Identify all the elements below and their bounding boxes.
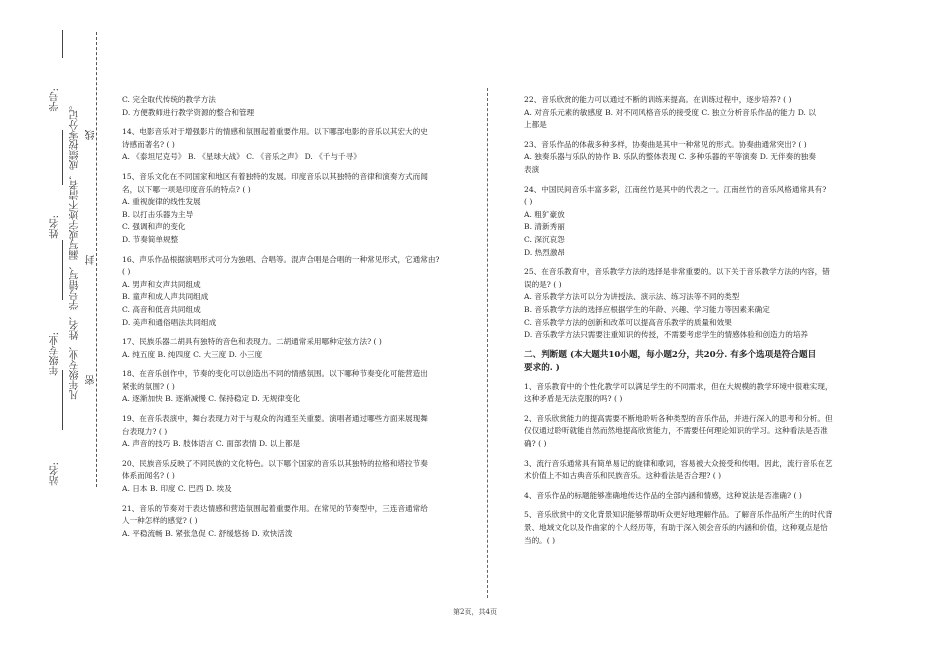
question-line: 紧张的氛围? ( )	[122, 381, 175, 391]
seal-dashed-line	[96, 32, 97, 487]
option-line: B. 音乐教学方法的选择应根据学生的年龄、兴趣、学习能力等因素来确定	[524, 304, 770, 314]
question-line: 17、民族乐器二胡具有独特的音色和表现力。二胡通常采用哪种定弦方法? ( )	[122, 337, 382, 347]
question-line: 人一种怎样的感觉? ( )	[122, 516, 198, 526]
section-title-true-false	[524, 349, 867, 375]
option-line: A. 男声和女声共同组成	[122, 279, 201, 289]
question-line: 1、音乐教育中的个性化教学可以满足学生的不同需求，但在大规模的教学环境中很难实现，	[524, 381, 833, 391]
option-line: C. 完全取代传统的教学方法	[122, 95, 216, 104]
question-15	[122, 171, 465, 247]
question-line: 15、音乐文化在不同国家和地区有着独特的发展。印度音乐以其独特的音律和演奏方式而闻	[122, 171, 428, 181]
option-line: D. 方便教师进行教学资源的整合和管理	[122, 107, 255, 117]
question-line: 体系而闻名? ( )	[122, 471, 175, 481]
option-line: A. 粗犷豪放	[524, 209, 565, 219]
seal-char-xian: 线	[86, 130, 97, 140]
question-line: 确? ( )	[524, 439, 547, 449]
field-student-id-label: 学号:	[50, 88, 61, 112]
judgment-1	[524, 381, 867, 406]
question-line: 术价值上不如古典音乐和民族音乐。这种看法是否合理? ( )	[524, 471, 722, 481]
option-line: C. 音乐教学方法的创新和改革可以提高音乐教学的质量和效果	[524, 317, 732, 327]
question-21	[122, 503, 465, 541]
option-line: B. 清新秀丽	[524, 222, 565, 232]
student-id-line	[62, 30, 63, 58]
judgment-2	[524, 413, 867, 451]
option-line: B. 以打击乐器为主导	[122, 209, 194, 219]
option-line: A. 《泰坦尼克号》 B. 《星球大战》 C. 《音乐之声》 D. 《千与千寻》	[122, 152, 361, 162]
station-line	[62, 370, 63, 430]
option-line: D. 热烈激昂	[524, 247, 566, 257]
binding-strip	[52, 30, 107, 490]
question-line: 22、音乐欣赏的能力可以通过不断的训练来提高。在训练过程中，逐步培养? ( )	[524, 95, 792, 104]
column-divider	[487, 88, 488, 598]
question-line: 仅仅通过聆听就能自然而然地提高欣赏能力，不需要任何理论知识的学习。这种看法是否准	[524, 426, 828, 436]
option-line: D. 音乐教学方法只需要注重知识的传授，不需要考虑学生的情感体验和创造力的培养	[524, 330, 809, 340]
question-14	[122, 126, 465, 164]
question-line: 24、中国民间音乐丰富多彩，江南丝竹是其中的代表之一。江南丝竹的音乐风格通常具有?	[524, 184, 827, 194]
question-line: 当的。( )	[524, 535, 556, 545]
seal-char-feng: 封	[86, 255, 97, 265]
right-column	[524, 94, 867, 554]
question-18	[122, 368, 465, 406]
question-16	[122, 254, 465, 330]
question-line: 误的是? ( )	[524, 279, 562, 289]
option-line: A. 音乐教学方法可以分为讲授法、演示法、练习法等不同的类型	[524, 292, 740, 302]
option-line: A. 重视旋律的线性发展	[122, 197, 201, 207]
judgment-4	[524, 490, 867, 503]
question-23	[524, 139, 867, 177]
option-line: 上都是	[524, 120, 547, 130]
question-line: 名，以下哪一项是印度音乐的特点? ( )	[122, 184, 251, 194]
question-line: 21、音乐的节奏对于表达情感和营造氛围起着重要作用。在常见的节奏型中，三连音通常给	[122, 503, 428, 513]
question-19	[122, 413, 465, 451]
question-line: 16、声乐作品根据演唱形式可分为独唱、合唱等。混声合唱是合唱的一种常见形式，它通常由?	[122, 254, 440, 264]
option-line: C. 高音和低音共同组成	[122, 304, 201, 314]
question-line: ( )	[122, 267, 131, 277]
option-line: C. 深沉哀怨	[524, 234, 565, 244]
judgment-3	[524, 458, 867, 483]
question-line: 3、流行音乐通常具有简单易记的旋律和歌词，容易被大众接受和传唱。因此，流行音乐在艺	[524, 458, 833, 468]
option-line: C. 强调和声的变化	[122, 222, 186, 232]
option-line: A. 独奏乐器与乐队的协作 B. 乐队的整体表现 C. 多种乐器的平等演奏 D. 无伴奏的独奏	[524, 152, 816, 162]
question-20	[122, 458, 465, 496]
judgment-5	[524, 509, 867, 547]
question-24	[524, 184, 867, 260]
section-title-line: 要求的. )	[524, 362, 560, 373]
field-name-label: 姓名:	[50, 215, 61, 239]
option-line: B. 童声和成人声共同组成	[122, 292, 209, 302]
question-17	[122, 336, 465, 361]
question-25	[524, 266, 867, 342]
field-station-label: 站名:	[50, 462, 61, 486]
option-line: A. 声音的技巧 B. 肢体语言 C. 面部表情 D. 以上都是	[122, 439, 301, 449]
question-line: 台表现力? ( )	[122, 426, 168, 436]
question-line: 20、民族音乐反映了不同民族的文化特色。以下哪个国家的音乐以其独特的拉格和塔拉节奏	[122, 458, 428, 468]
question-line: 25、在音乐教育中，音乐教学方法的选择是非常重要的。以下关于音乐教学方法的内容，错	[524, 267, 830, 277]
question-line: 景、地域文化以及作曲家的个人经历等，有助于深入领会音乐的内涵和价值，这种观点是恰	[524, 523, 828, 533]
question-line: 14、电影音乐对于增强影片的情感和氛围起着重要作用。以下哪部电影的音乐以其宏大的史	[122, 127, 428, 137]
option-line: A. 纯五度 B. 纯四度 C. 大三度 D. 小三度	[122, 349, 263, 359]
field-grade-label: 年级专业:	[50, 332, 61, 376]
left-column	[122, 94, 465, 547]
option-line: A. 日本 B. 印度 C. 巴西 D. 埃及	[122, 484, 232, 494]
question-line: 诗感而著名? ( )	[122, 139, 175, 149]
binding-notice: 凡年级专业、姓名、学号错写、漏写或字迹不清者，成绩按零分记。	[70, 100, 81, 400]
question-13-tail	[122, 94, 465, 119]
question-line: 19、在音乐表演中，舞台表现力对于与观众的沟通至关重要。演唱者通过哪些方面来展现舞	[122, 414, 428, 424]
option-line: A. 平稳流畅 B. 紧张急促 C. 舒缓悠扬 D. 欢快活泼	[122, 528, 293, 538]
question-line: ( )	[524, 197, 533, 207]
option-line: A. 对音乐元素的敏感度 B. 对不同风格音乐的接受度 C. 独立分析音乐作品的能力 D. 以	[524, 107, 816, 117]
question-line: 4、音乐作品的标题能够准确地传达作品的全部内涵和情感，这种说法是否准确? ( )	[524, 490, 802, 500]
question-line: 23、音乐作品的体裁多种多样，协奏曲是其中一种常见的形式。协奏曲通常突出? ( )	[524, 139, 807, 149]
seal-char-mi: 密	[86, 375, 97, 385]
grade-line	[62, 240, 63, 300]
question-22	[524, 94, 867, 132]
page-footer: 第2页，共4页	[453, 608, 497, 616]
question-line: 2、音乐欣赏能力的提高需要不断地聆听各种类型的音乐作品，并进行深入的思考和分析。但	[524, 413, 833, 423]
option-line: 表演	[524, 164, 540, 174]
option-line: D. 节奏简单规整	[122, 234, 179, 244]
question-line: 5、音乐欣赏中的文化背景知识能够帮助听众更好地理解作品。了解音乐作品所产生的时代背	[524, 510, 833, 520]
section-title-line: 二、判断题 (本大题共10小题，每小题2分，共20分. 有多个选项是符合题目	[524, 349, 817, 360]
option-line: D. 美声和通俗唱法共同组成	[122, 317, 217, 327]
option-line: A. 逐渐加快 B. 逐渐减慢 C. 保持稳定 D. 无规律变化	[122, 394, 301, 404]
question-line: 18、在音乐创作中，节奏的变化可以创造出不同的情感氛围。以下哪种节奏变化可能营造出	[122, 369, 428, 379]
question-line: 这种矛盾是无法克服的吗? ( )	[524, 394, 623, 404]
name-line	[62, 130, 63, 185]
